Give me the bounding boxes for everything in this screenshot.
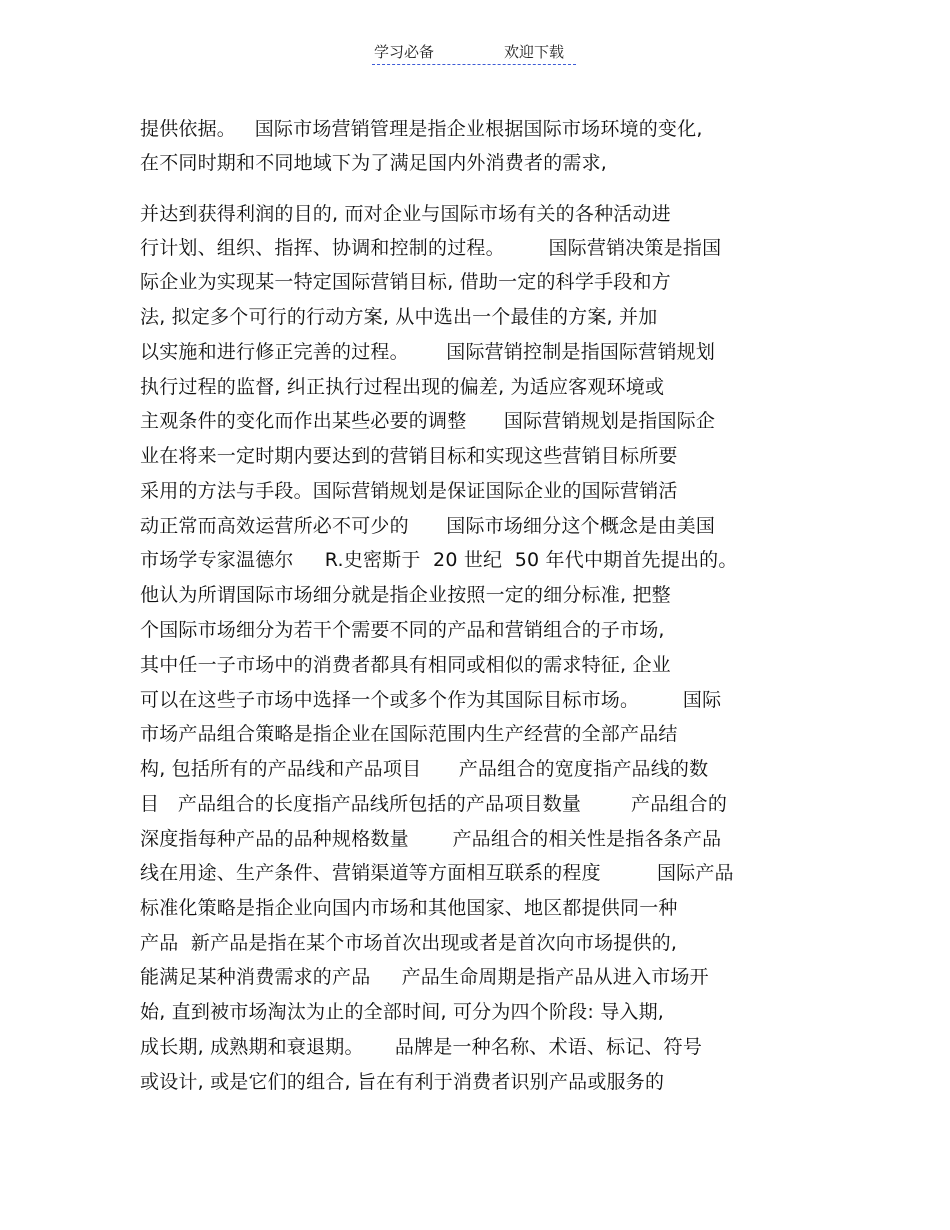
text-line: 并达到获得利润的目的, 而对企业与国际市场有关的各种活动进 [140, 203, 671, 225]
text-line: 个国际市场细分为若干个需要不同的产品和营销组合的子市场, [140, 619, 665, 641]
text-line: 产品 新产品是指在某个市场首次出现或者是首次向市场提供的, [140, 932, 678, 954]
text-line: 在不同时期和不同地域下为了满足国内外消费者的需求, [140, 152, 608, 174]
text-line: 或设计, 或是它们的组合, 旨在有利于消费者识别产品或服务的 [140, 1071, 665, 1093]
text-line: 深度指每种产品的品种规格数量 产品组合的相关性是指各条产品 [140, 828, 722, 850]
text-line: 法, 拟定多个可行的行动方案, 从中选出一个最佳的方案, 并加 [140, 306, 658, 328]
page-header [372, 40, 576, 65]
text-line: 成长期, 成熟期和衰退期。 品牌是一种名称、术语、标记、符号 [140, 1036, 703, 1058]
text-line: 采用的方法与手段。国际营销规划是保证国际企业的国际营销活 [140, 480, 678, 502]
text-line: 业在将来一定时期内要达到的营销目标和实现这些营销目标所要 [140, 445, 678, 467]
text-line: 际企业为实现某一特定国际营销目标, 借助一定的科学手段和方 [140, 271, 671, 293]
text-line: 提供依据。 国际市场营销管理是指企业根据国际市场环境的变化, [140, 118, 703, 140]
text-line: 动正常而高效运营所必不可少的 国际市场细分这个概念是由美国 [140, 515, 716, 537]
text-line: 其中任一子市场中的消费者都具有相同或相似的需求特征, 企业 [140, 654, 671, 676]
text-line: 标准化策略是指企业向国内市场和其他国家、地区都提供同一种 [140, 897, 678, 919]
text-line: 始, 直到被市场淘汰为止的全部时间, 可分为四个阶段: 导入期, [140, 1001, 665, 1023]
text-line: 线在用途、生产条件、营销渠道等方面相互联系的程度 国际产品 [140, 862, 734, 884]
text-line: 他认为所谓国际市场细分就是指企业按照一定的细分标准, 把整 [140, 584, 671, 606]
header-left-text: 学习必备 [374, 43, 435, 61]
text-line: 市场产品组合策略是指企业在国际范围内生产经营的全部产品结 [140, 723, 678, 745]
text-line: 执行过程的监督, 纠正执行过程出现的偏差, 为适应客观环境或 [140, 376, 665, 398]
text-line: 主观条件的变化而作出某些必要的调整 国际营销规划是指国际企 [140, 410, 716, 432]
header-right-text: 欢迎下载 [504, 43, 565, 61]
text-line: 市场学专家温德尔 R.史密斯于 20 世纪 50 年代中期首先提出的。 [140, 549, 738, 571]
text-line: 行计划、组织、指挥、协调和控制的过程。 国际营销决策是指国 [140, 237, 722, 259]
text-line: 目 产品组合的长度指产品线所包括的产品项目数量 产品组合的 [140, 793, 728, 815]
text-line: 构, 包括所有的产品线和产品项目 产品组合的宽度指产品线的数 [140, 758, 709, 780]
text-line: 以实施和进行修正完善的过程。 国际营销控制是指国际营销规划 [140, 341, 716, 363]
text-line: 能满足某种消费需求的产品 产品生命周期是指产品从进入市场开 [140, 966, 709, 988]
text-line: 可以在这些子市场中选择一个或多个作为其国际目标市场。 国际 [140, 689, 722, 711]
